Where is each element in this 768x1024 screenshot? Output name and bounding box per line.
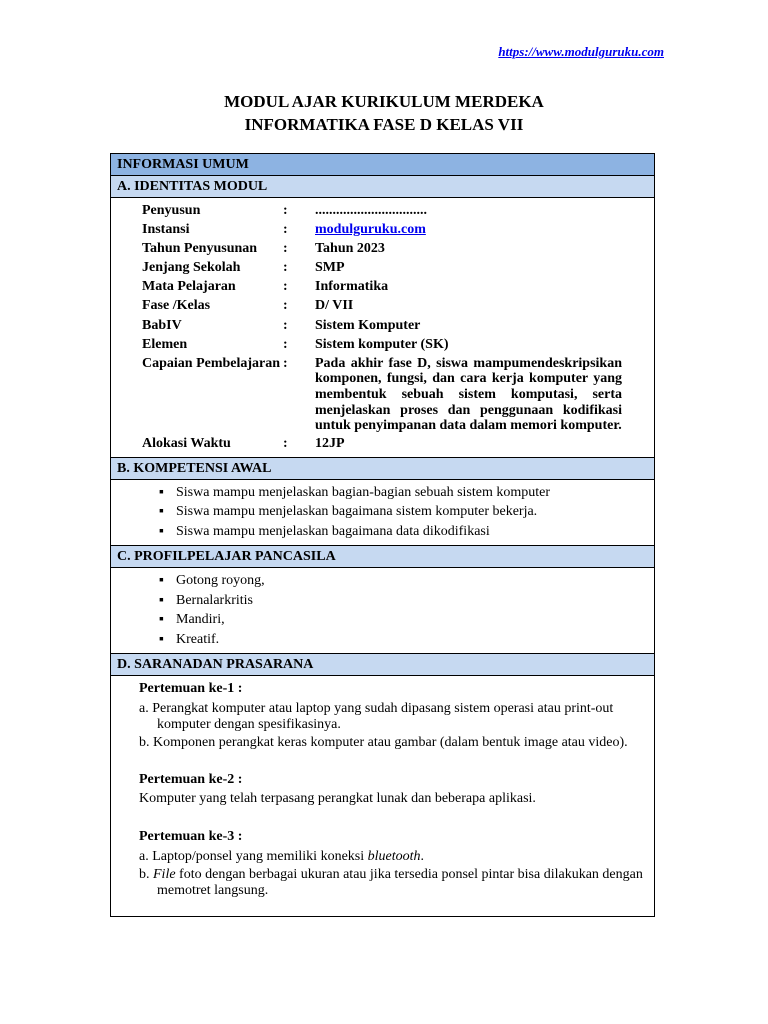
bullet-icon: ▪ [159,612,164,628]
identitas-label: Alokasi Waktu [142,435,231,451]
identitas-separator: : [283,260,288,276]
identitas-separator: : [283,279,288,295]
section-header-identitas-modul: A. IDENTITAS MODUL [111,176,654,198]
module-info-table [110,153,655,917]
identitas-label: Capaian Pembelajaran [142,355,281,371]
identitas-label: Jenjang Sekolah [142,260,241,276]
identitas-label: Elemen [142,336,188,352]
list-item [111,483,654,503]
bullet-icon: ▪ [159,592,164,608]
section-header-kompetensi-awal: B. KOMPETENSI AWAL [111,458,654,480]
identitas-value [315,220,622,239]
identitas-row [111,335,654,354]
identitas-row [111,296,654,315]
section-header-informasi-umum: INFORMASI UMUM [111,154,654,176]
list-item [111,522,654,542]
identitas-label: Fase /Kelas [142,298,211,314]
list-item [111,591,654,611]
bullet-icon: ▪ [159,523,164,539]
list-item-text: Bernalarkritis [176,592,253,608]
identitas-value: SMP [315,260,345,276]
identitas-label: Penyusun [142,203,201,218]
identitas-separator: : [283,435,288,451]
meeting-3-item-b: b. File foto dengan berbagai ukuran atau jika tersedia ponsel pintar bisa dilakukan dengan memotret langsung. [139,867,643,898]
identitas-label: BabIV [142,317,182,333]
identitas-separator: : [283,355,288,371]
identitas-value: Pada akhir fase D, siswa mampumendeskripsikan komponen, fungsi, dan cara kerja komputer yang membentuk sebuah sistem komputasi, serta menjelaskan proses dan penggunaan kodifikasi untuk penyimpanan data dalam memori komputer. [315,355,622,434]
meeting-2-text: Komputer yang telah terpasang perangkat lunak dan beberapa aplikasi. [139,790,536,806]
meeting-3-title: Pertemuan ke-3 : [139,828,243,844]
meeting-3-item-a: a. Laptop/ponsel yang memiliki koneksi bluetooth. [139,848,425,864]
kompetensi-list [111,480,654,546]
meeting-1-item-a: a. Perangkat komputer atau laptop yang sudah dipasang sistem operasi atau print-out komputer dengan spesifikasinya. [139,701,614,732]
meeting-1-title: Pertemuan ke-1 : [139,681,243,697]
profil-pelajar-section [111,568,654,654]
identitas-separator: : [283,317,288,333]
identitas-value: Sistem Komputer [315,317,421,333]
meeting-2-title: Pertemuan ke-2 : [139,771,243,787]
identitas-value: Informatika [315,279,389,295]
bullet-icon: ▪ [159,504,164,520]
list-item-text: Kreatif. [176,631,220,647]
identitas-row [111,434,654,453]
identitas-row [111,354,654,434]
identitas-value: Sistem komputer (SK) [315,336,449,352]
list-item-text: Siswa mampu menjelaskan bagaimana sistem komputer bekerja. [176,504,538,520]
list-item-text: Siswa mampu menjelaskan bagian-bagian sebuah sistem komputer [176,484,551,500]
list-item [111,502,654,522]
identitas-value: 12JP [315,435,345,451]
identitas-separator: : [283,241,288,257]
title-line-2: INFORMATIKA FASE D KELAS VII [244,115,524,134]
list-item [111,571,654,591]
bullet-icon: ▪ [159,631,164,647]
identitas-modul-list [111,198,654,458]
identitas-row [111,316,654,335]
identitas-value: ................................ [315,203,427,218]
list-item-text: Mandiri, [176,612,225,628]
bullet-icon: ▪ [159,573,164,589]
section-header-profil-pelajar: C. PROFILPELAJAR PANCASILA [111,546,654,568]
list-item-text: Gotong royong, [176,573,265,589]
identitas-separator: : [283,298,288,314]
list-item-text: Siswa mampu menjelaskan bagaimana data dikodifikasi [176,523,490,539]
document-title [0,90,768,136]
profil-list [111,568,654,653]
identitas-separator: : [283,203,288,218]
list-item [111,630,654,650]
section-header-sarana-prasarana: D. SARANADAN PRASARANA [111,654,654,676]
website-link[interactable]: https://www.modulguruku.com [498,44,664,59]
bullet-icon: ▪ [159,484,164,500]
identitas-row [111,201,654,220]
identitas-separator: : [283,222,288,238]
identitas-separator: : [283,336,288,352]
list-item [111,610,654,630]
sarana-prasarana-section [111,676,654,916]
identitas-row [111,277,654,296]
identitas-row [111,258,654,277]
identitas-label: Mata Pelajaran [142,279,236,295]
instansi-link[interactable]: modulguruku.com [315,222,426,238]
identitas-label: Tahun Penyusunan [142,241,258,257]
kompetensi-awal-section [111,480,654,547]
identitas-value: Tahun 2023 [315,241,385,257]
identitas-value: D/ VII [315,298,354,314]
identitas-row [111,239,654,258]
meeting-1-item-b: b. Komponen perangkat keras komputer atau gambar (dalam bentuk image atau video). [139,735,628,751]
identitas-row [111,220,654,239]
identitas-label: Instansi [142,222,190,238]
title-line-1: MODUL AJAR KURIKULUM MERDEKA [224,92,544,111]
